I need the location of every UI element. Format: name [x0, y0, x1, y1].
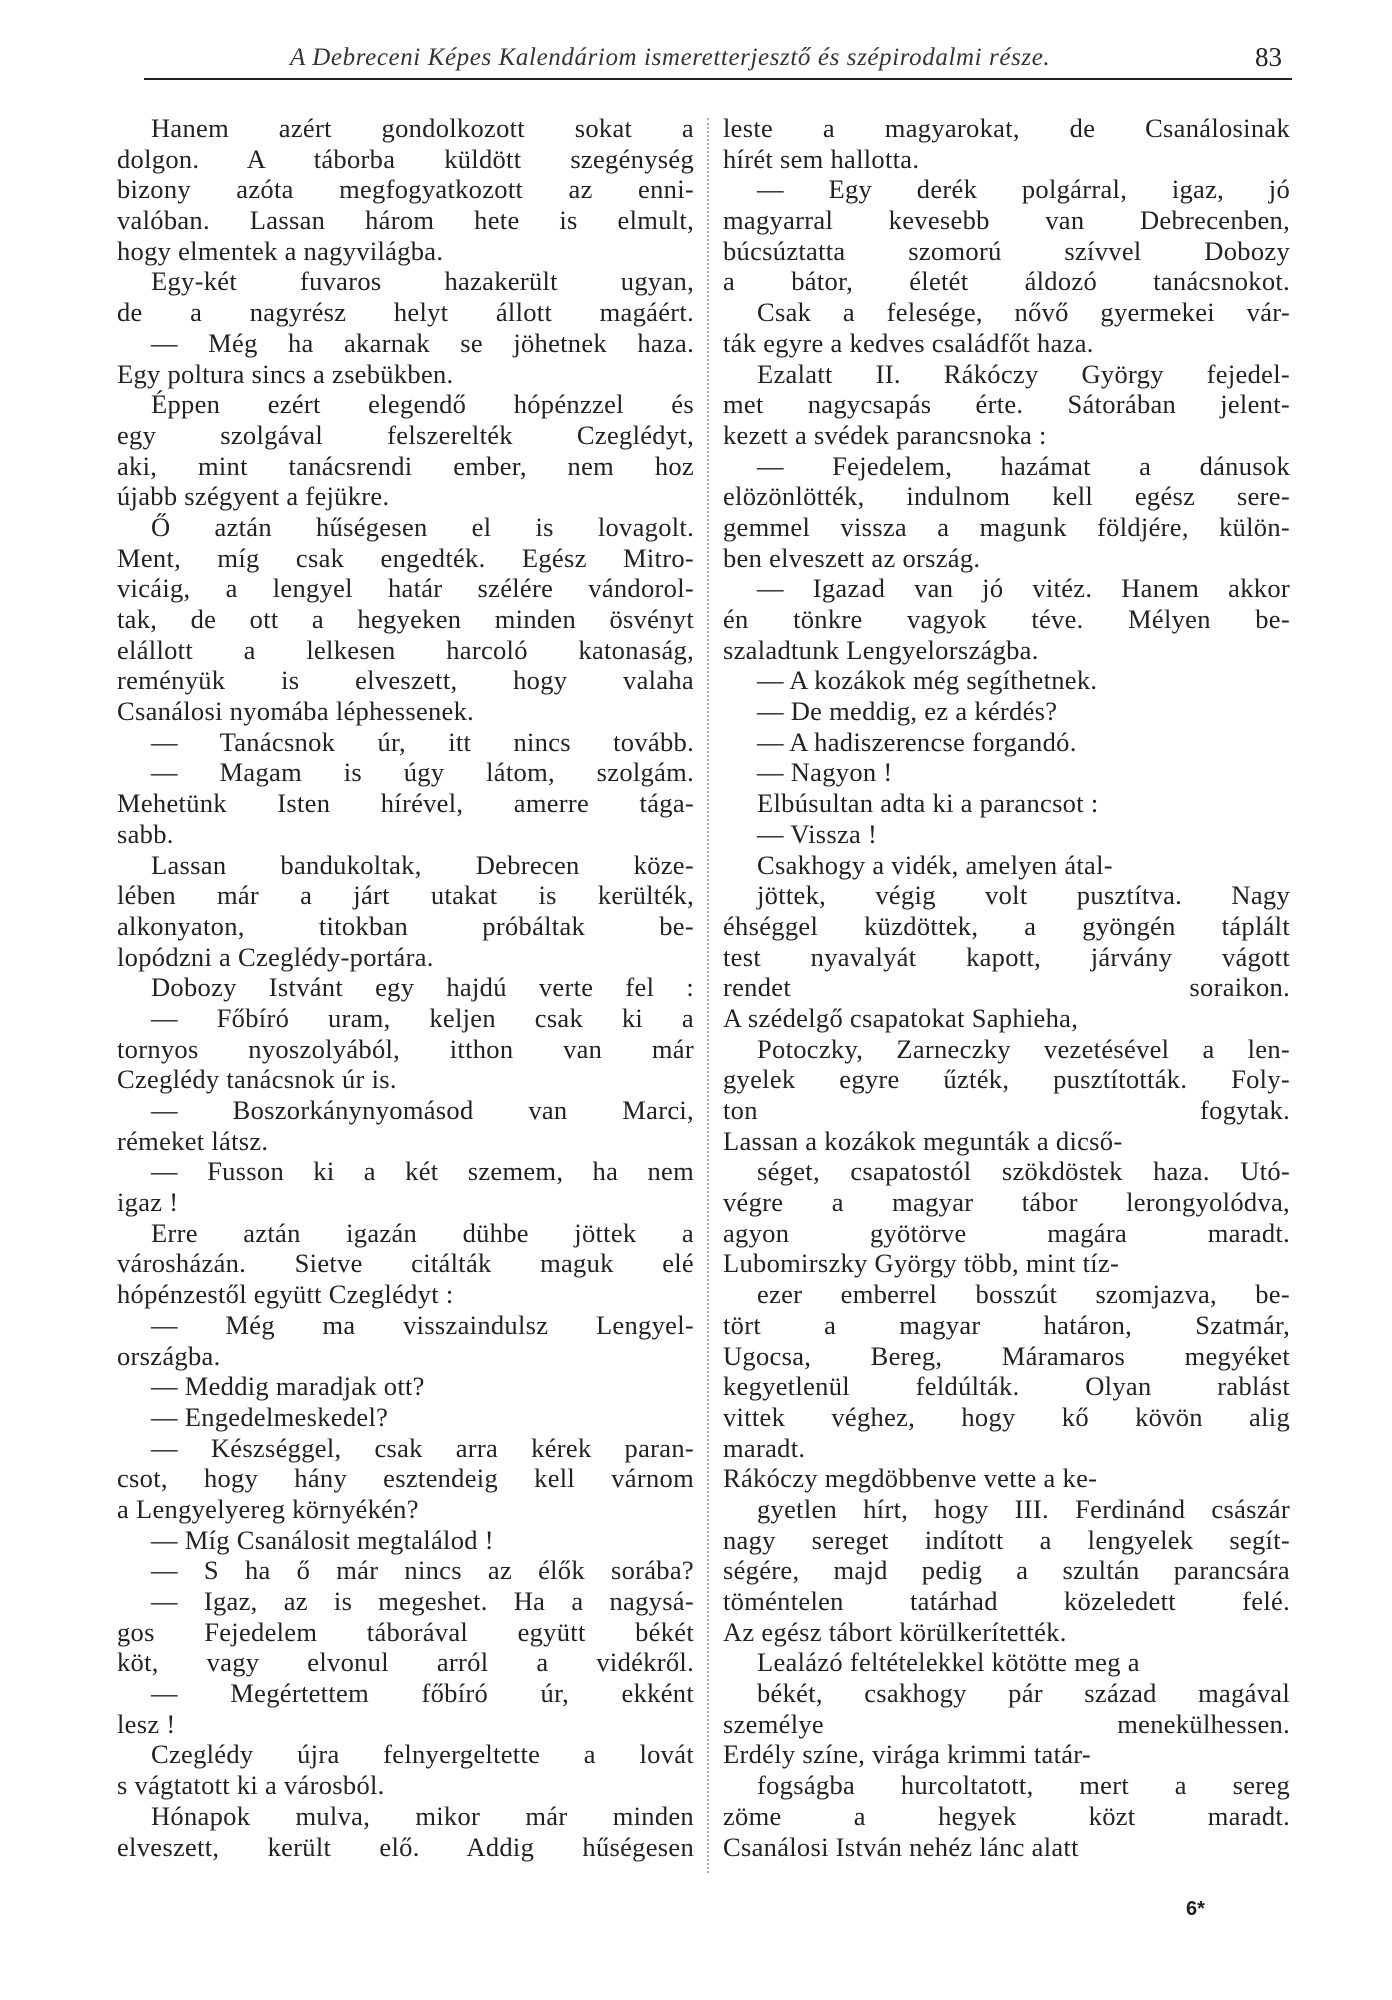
text-line: Lubomirszky György több, mint tíz- — [723, 1248, 1120, 1279]
text-line: országba. — [117, 1340, 221, 1371]
text-line: test nyavalyát kapott, járvány vágott — [723, 941, 1290, 972]
text-line: tak, de ott a hegyeken minden ösvényt — [117, 604, 694, 634]
text-line: tornyos nyoszolyából, itthon van már — [117, 1033, 694, 1064]
text-line: hírét sem hallotta. — [723, 143, 920, 174]
text-line: jöttek, végig volt pusztítva. Nagy — [757, 880, 1290, 911]
text-line: Lassan bandukoltak, Debrecen köze- — [151, 849, 694, 880]
text-line: agyon gyötörve magára maradt. — [723, 1217, 1290, 1248]
text-line: a Lengyelyereg környékén? — [117, 1493, 419, 1524]
text-line: Hanem azért gondolkozott sokat a — [151, 113, 694, 143]
text-line: Csanálosi nyomába léphessenek. — [117, 696, 475, 727]
text-line: én tönkre vagyok téve. Mélyen be- — [723, 604, 1290, 634]
text-line: egy szolgával felszerelték Czeglédyt, — [117, 419, 694, 450]
text-line: hópénzestől együtt Czeglédyt : — [117, 1279, 454, 1310]
text-line: ták egyre a kedves családfőt haza. — [723, 327, 1094, 358]
text-line: valóban. Lassan három hete is elmult, — [117, 205, 694, 236]
text-line: de a nagyrész helyt állott magáért. — [117, 297, 694, 328]
text-line: hogy elmentek a nagyvilágba. — [117, 235, 444, 266]
text-line: gyetlen hírt, hogy III. Ferdinánd császár — [757, 1493, 1290, 1524]
text-line: Mehetünk Isten hírével, amerre tága- — [117, 788, 694, 819]
text-line: nagy sereget indított a lengyelek segít- — [723, 1524, 1290, 1555]
text-line: Csanálosi István nehéz lánc alatt — [723, 1831, 1079, 1862]
text-line: Czeglédy újra felnyergeltette a lovát — [151, 1739, 694, 1770]
text-line: elveszett, került elő. Addig hűségesen — [117, 1831, 694, 1862]
text-line: rendet soraikon. — [723, 972, 1290, 1003]
text-line: maradt. — [723, 1432, 806, 1463]
text-line: igaz ! — [117, 1187, 179, 1218]
text-line: — Főbíró uram, keljen csak ki a — [151, 1002, 694, 1033]
text-line: — A kozákok még segíthetnek. — [757, 665, 1098, 696]
text-line: személye menekülhessen. — [723, 1708, 1290, 1739]
text-line: vittek véghez, hogy kő kövön alig — [723, 1401, 1290, 1432]
text-line: — Egy derék polgárral, igaz, jó — [757, 174, 1290, 205]
header-rule — [144, 78, 1292, 80]
text-line: lében már a járt utakat is kerülték, — [117, 880, 694, 911]
text-line: Ő aztán hűségesen el is lovagolt. — [151, 511, 694, 542]
text-line: séget, csapatostól szökdöstek haza. Utó- — [757, 1156, 1290, 1187]
text-line: aki, mint tanácsrendi ember, nem hoz — [117, 450, 694, 481]
running-title: A Debreceni Képes Kalendáriom ismeretterjesztő és szépirodalmi része. — [290, 44, 1051, 71]
text-line: elözönlötték, indulnom kell egész sere- — [723, 481, 1290, 512]
text-line: Lassan a kozákok megunták a dicső- — [723, 1125, 1123, 1156]
text-line: met nagycsapás érte. Sátorában jelent- — [723, 389, 1290, 420]
text-line: a bátor, életét áldozó tanácsnokot. — [723, 266, 1290, 297]
text-line: lopódzni a Czeglédy-portára. — [117, 941, 434, 972]
text-line: — Igaz, az is megeshet. Ha a nagysá- — [151, 1586, 694, 1616]
text-line: kezett a svédek parancsnoka : — [723, 419, 1047, 450]
text-line: gyelek egyre űzték, pusztították. Foly- — [723, 1064, 1290, 1095]
text-line: — Tanácsnok úr, itt nincs tovább. — [151, 726, 694, 757]
text-line: dolgon. A táborba küldött szegénység — [117, 143, 694, 174]
text-line: gos Fejedelem táborával együtt békét — [117, 1616, 694, 1647]
text-line: — Fusson ki a két szemem, ha nem — [151, 1156, 694, 1187]
text-line: tört a magyar határon, Szatmár, — [723, 1309, 1290, 1340]
text-line: — A hadiszerencse forgandó. — [757, 726, 1077, 757]
text-line: Erre aztán igazán dühbe jöttek a — [151, 1217, 694, 1248]
text-line: Czeglédy tanácsnok úr is. — [117, 1064, 397, 1095]
text-line: ben elveszett az ország. — [723, 542, 981, 573]
text-line: Éppen ezért elegendő hópénzzel és — [151, 389, 694, 420]
text-line: Erdély színe, virága krimmi tatár- — [723, 1739, 1092, 1770]
text-line: — Megértettem főbíró úr, ekként — [151, 1678, 694, 1709]
text-line: városházán. Sietve citálták maguk elé — [117, 1248, 694, 1279]
text-line: töméntelen tatárhad közeledett felé. — [723, 1586, 1290, 1616]
text-line: — De meddig, ez a kérdés? — [757, 696, 1058, 727]
text-line: — Boszorkánynyomásod van Marci, — [151, 1095, 694, 1125]
text-line: — Még ma visszaindulsz Lengyel- — [151, 1309, 694, 1340]
text-line: újabb szégyent a fejükre. — [117, 481, 390, 512]
column-divider — [707, 118, 709, 1873]
text-line: csot, hogy hány esztendeig kell várnom — [117, 1463, 694, 1494]
text-line: szaladtunk Lengyelországba. — [723, 634, 1039, 665]
text-line: — Nagyon ! — [757, 757, 893, 788]
text-line: — Magam is úgy látom, szolgám. — [151, 757, 694, 788]
left-column — [117, 113, 694, 1862]
text-line: elállott a lelkesen harcoló katonaság, — [117, 634, 694, 665]
text-line: ton fogytak. — [723, 1095, 1290, 1125]
page-header — [160, 42, 1290, 82]
text-line: Lealázó feltételekkel kötötte meg a — [757, 1647, 1140, 1678]
text-line: — Készséggel, csak arra kérek paran- — [151, 1432, 694, 1463]
text-line: Csak a felesége, nővő gyermekei vár- — [757, 297, 1290, 328]
text-line: — Még ha akarnak se jöhetnek haza. — [151, 327, 694, 358]
text-line: — Igazad van jó vitéz. Hanem akkor — [757, 573, 1290, 604]
text-line: vicáig, a lengyel határ szélére vándorol- — [117, 573, 694, 604]
text-line: ezer emberrel bosszút szomjazva, be- — [757, 1279, 1290, 1310]
text-line: — Míg Csanálosit megtalálod ! — [151, 1524, 494, 1555]
text-line: Rákóczy megdöbbenve vette a ke- — [723, 1463, 1098, 1494]
text-line: Ezalatt II. Rákóczy György fejedel- — [757, 358, 1290, 389]
text-line: — S ha ő már nincs az élők sorába? — [151, 1555, 694, 1586]
text-line: alkonyaton, titokban próbáltak be- — [117, 910, 694, 941]
text-line: végre a magyar tábor lerongyolódva, — [723, 1187, 1290, 1218]
text-line: Ment, míg csak engedték. Egész Mitro- — [117, 542, 694, 573]
text-line: — Fejedelem, hazámat a dánusok — [757, 450, 1290, 481]
text-line: Ugocsa, Bereg, Máramaros megyéket — [723, 1340, 1290, 1371]
text-line: Csakhogy a vidék, amelyen átal- — [757, 849, 1113, 880]
text-line: bizony azóta megfogyatkozott az enni- — [117, 174, 694, 205]
text-line: békét, csakhogy pár század magával — [757, 1678, 1290, 1709]
text-line: Egy-két fuvaros hazakerült ugyan, — [151, 266, 694, 297]
text-line: Hónapok mulva, mikor már minden — [151, 1800, 694, 1831]
text-line: sabb. — [117, 818, 174, 849]
text-line: gemmel vissza a magunk földjére, külön- — [723, 511, 1290, 542]
text-line: Elbúsultan adta ki a parancsot : — [757, 788, 1099, 819]
text-line: köt, vagy elvonul arról a vidékről. — [117, 1647, 694, 1678]
signature-mark: 6* — [1186, 1898, 1205, 1920]
text-line: rémeket látsz. — [117, 1125, 269, 1156]
text-line: lesz ! — [117, 1708, 176, 1739]
text-line: kegyetlenül feldúlták. Olyan rablást — [723, 1371, 1290, 1402]
text-line: Egy poltura sincs a zsebükben. — [117, 358, 454, 389]
text-line: Dobozy Istvánt egy hajdú verte fel : — [151, 972, 694, 1003]
text-line: s vágtatott ki a városból. — [117, 1770, 385, 1801]
text-line: reményük is elveszett, hogy valaha — [117, 665, 694, 696]
page-number: 83 — [1255, 42, 1282, 72]
text-line: — Engedelmeskedel? — [151, 1401, 389, 1432]
text-line: — Vissza ! — [757, 818, 878, 849]
text-line: fogságba hurcoltatott, mert a sereg — [757, 1770, 1290, 1801]
text-line: A szédelgő csapatokat Saphieha, — [723, 1002, 1079, 1033]
right-column — [723, 113, 1290, 1862]
text-line: Potoczky, Zarneczky vezetésével a len- — [757, 1033, 1290, 1064]
text-line: éhséggel küzdöttek, a gyöngén táplált — [723, 910, 1290, 941]
text-line: Az egész tábort körülkerítették. — [723, 1616, 1067, 1647]
text-line: — Meddig maradjak ott? — [151, 1371, 425, 1402]
text-line: búcsúztatta szomorú szívvel Dobozy — [723, 235, 1290, 266]
text-line: zöme a hegyek közt maradt. — [723, 1800, 1290, 1831]
text-line: leste a magyarokat, de Csanálosinak — [723, 113, 1290, 143]
text-line: ségére, majd pedig a szultán parancsára — [723, 1555, 1290, 1586]
text-line: magyarral kevesebb van Debrecenben, — [723, 205, 1290, 236]
